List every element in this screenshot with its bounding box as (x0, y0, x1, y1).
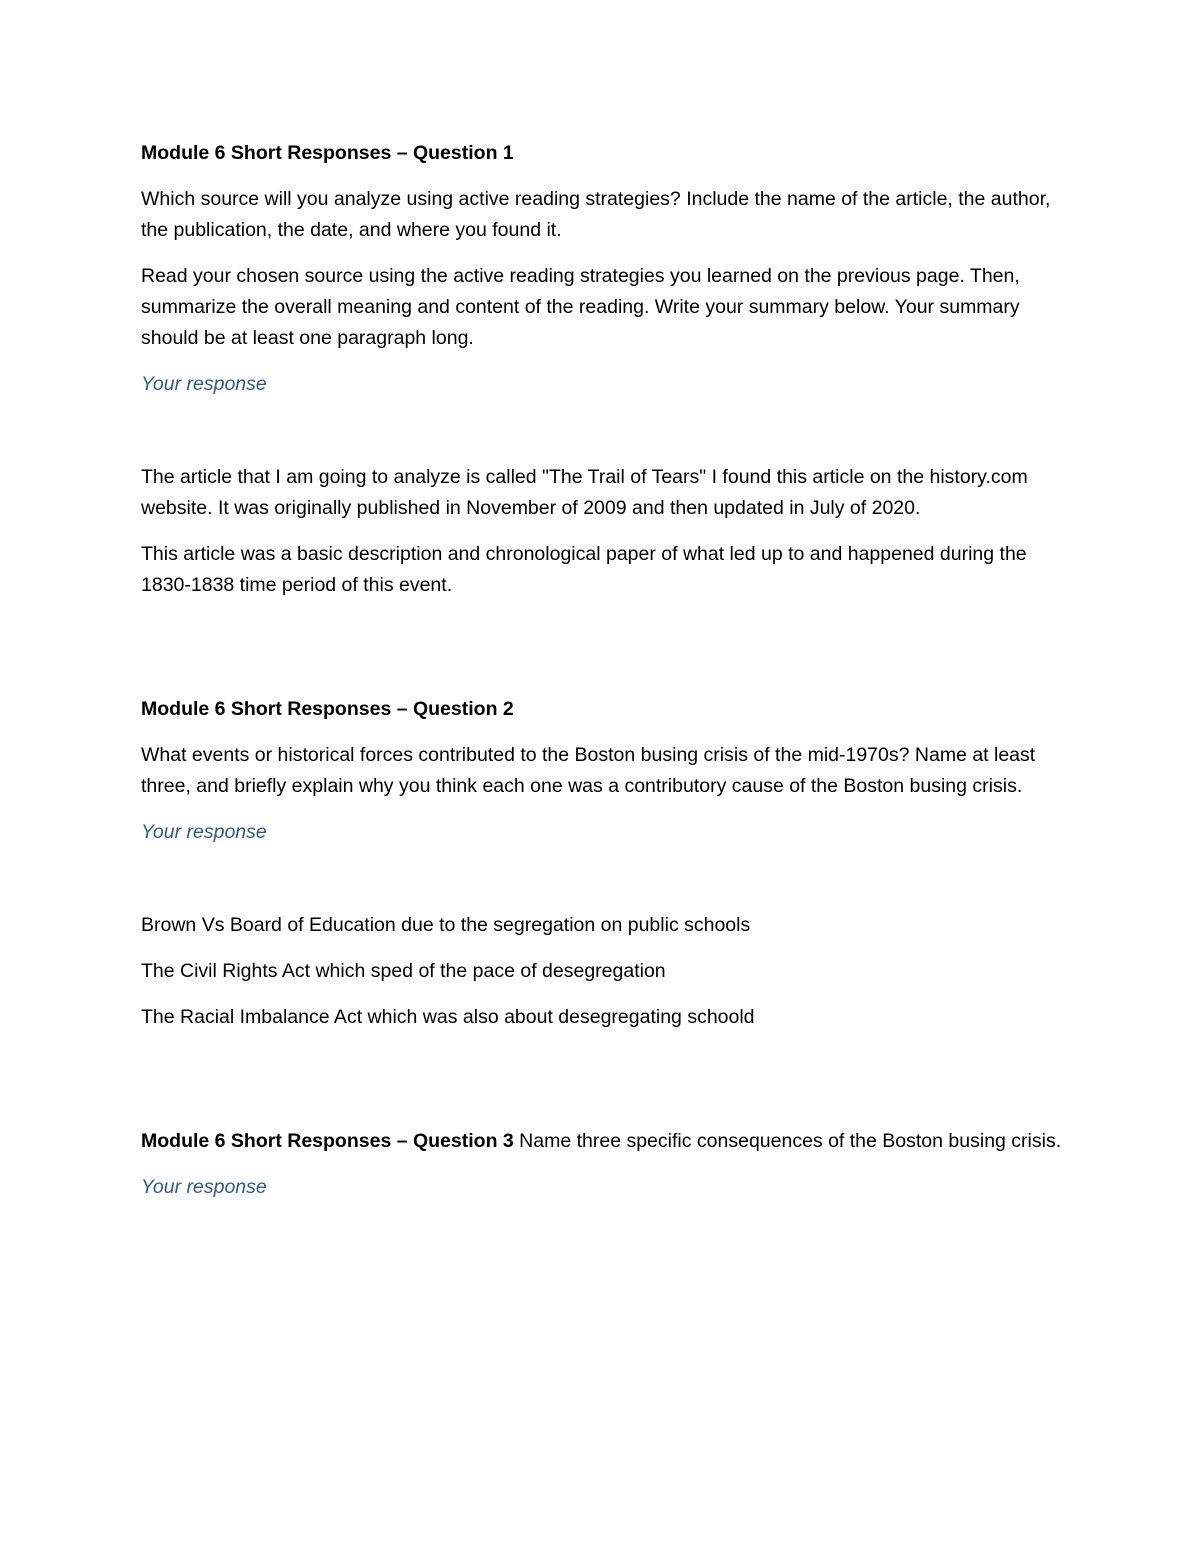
question-2-answer-1: Brown Vs Board of Education due to the segregation on public schools (141, 914, 751, 936)
question-2-answer-3: The Racial Imbalance Act which was also about desegregating schoold (141, 1006, 755, 1028)
question-1-prompt-source: Which source will you analyze using active reading strategies? Include the name of the article, the author, the publication, the date, and where you found it. (141, 188, 1051, 241)
question-1-answer-article: The article that I am going to analyze is called "The Trail of Tears" I found this article on the history.com website. It was originally published in November of 2009 and then updated in July of 2020. (141, 466, 1028, 519)
question-2-prompt: What events or historical forces contributed to the Boston busing crisis of the mid-1970s? Name at least three, and briefly explain why you think each one was a contributory cause of the Boston busing crisis. (141, 744, 1036, 797)
question-2-answer-2: The Civil Rights Act which sped of the pace of desegregation (141, 960, 666, 982)
question-3-prompt: Name three specific consequences of the Boston busing crisis. (513, 1130, 1062, 1152)
document-page (141, 138, 1081, 1203)
question-1-heading: Module 6 Short Responses – Question 1 (141, 142, 514, 164)
question-1-prompt-summary: Read your chosen source using the active reading strategies you learned on the previous page. Then, summarize the overall meaning and content of the reading. Write your summary below. Your summary should be at least one paragraph long. (141, 265, 1020, 349)
question-3-heading: Module 6 Short Responses – Question 3 (141, 1130, 514, 1152)
question-1-answer-summary: This article was a basic description and chronological paper of what led up to and happened during the 1830-1838 time period of this event. (141, 543, 1027, 596)
question-3-response-label: Your response (141, 1176, 267, 1198)
question-2-response-label: Your response (141, 821, 267, 843)
question-2-heading: Module 6 Short Responses – Question 2 (141, 698, 514, 720)
question-3-paragraph (141, 1126, 1081, 1157)
question-1-response-label: Your response (141, 373, 267, 395)
